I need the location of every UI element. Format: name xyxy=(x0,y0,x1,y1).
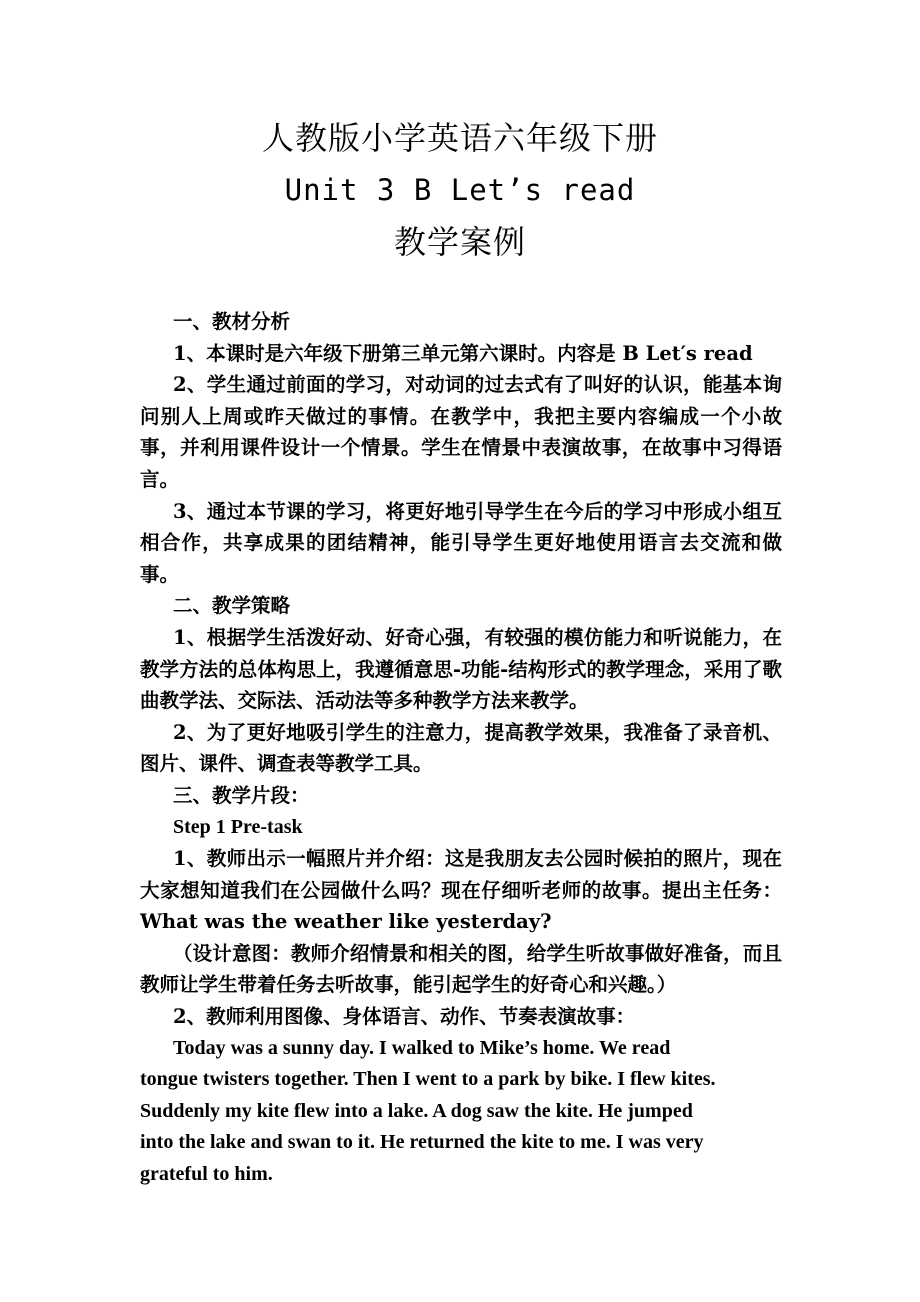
story-line: grateful to him. xyxy=(140,1163,273,1186)
section-2-heading: 二、教学策略 xyxy=(173,594,291,618)
section-3-heading: 三、教学片段： xyxy=(173,783,310,807)
section-3-paragraph-2: （设计意图：教师介绍情景和相关的图，给学生听故事做好准备，而且教师让学生带着任务去听故事，能引起学生的好奇心和兴趣。） xyxy=(140,941,782,997)
section-2-paragraph-2: 2、为了更好地吸引学生的注意力，提高教学效果，我准备了录音机、图片、课件、调查表等教学工具。 xyxy=(140,720,782,776)
section-1-paragraph-3: 3、通过本节课的学习，将更好地引导学生在今后的学习中形成小组互相合作，共享成果的团结精神，能引导学生更好地使用语言去交流和做事。 xyxy=(140,499,782,586)
section-1-heading: 一、教材分析 xyxy=(173,310,291,333)
section-1-paragraph-1: 1、本课时是六年级下册第三单元第六课时。内容是 B Let′s read xyxy=(173,341,753,365)
step-1-heading: Step 1 Pre-task xyxy=(173,815,303,838)
title-block xyxy=(0,112,920,268)
story-line: Suddenly my kite flew into a lake. A dog saw the kite. He jumped xyxy=(140,1099,693,1122)
title-line-2: Unit 3 B Let’s read xyxy=(284,173,636,207)
story-line: Today was a sunny day. I walked to Mike’s home. We read xyxy=(173,1036,671,1059)
title-line-1: 人教版小学英语六年级下册 xyxy=(261,119,658,157)
story-block xyxy=(140,1033,782,1191)
section-3-paragraph-3: 2、教师利用图像、身体语言、动作、节奏表演故事： xyxy=(173,1005,636,1029)
section-2-paragraph-1: 1、根据学生活泼好动、好奇心强，有较强的模仿能力和听说能力，在教学方法的总体构思上，我遵循意思-功能-结构形式的教学理念，采用了歌曲教学法、交际法、活动法等多种教学方法来教学。 xyxy=(140,625,782,713)
section-1-paragraph-2: 2、学生通过前面的学习，对动词的过去式有了叫好的认识，能基本询问别人上周或昨天做过的事情。在教学中，我把主要内容编成一个小故事，并利用课件设计一个情景。学生在情景中表演故事，在故事中习得语言。 xyxy=(140,373,782,491)
document-body xyxy=(140,306,782,1191)
story-line: into the lake and swan to it. He returned the kite to me. I was very xyxy=(140,1131,704,1154)
section-3-paragraph-1: 1、教师出示一幅照片并介绍：这是我朋友去公园时候拍的照片，现在大家想知道我们在公园做什么吗？现在仔细听老师的故事。提出主任务：What was the weather like yesterday? xyxy=(140,847,782,934)
story-line: tongue twisters together. Then I went to a park by bike. I flew kites. xyxy=(140,1068,716,1091)
title-line-3: 教学案例 xyxy=(393,223,526,261)
